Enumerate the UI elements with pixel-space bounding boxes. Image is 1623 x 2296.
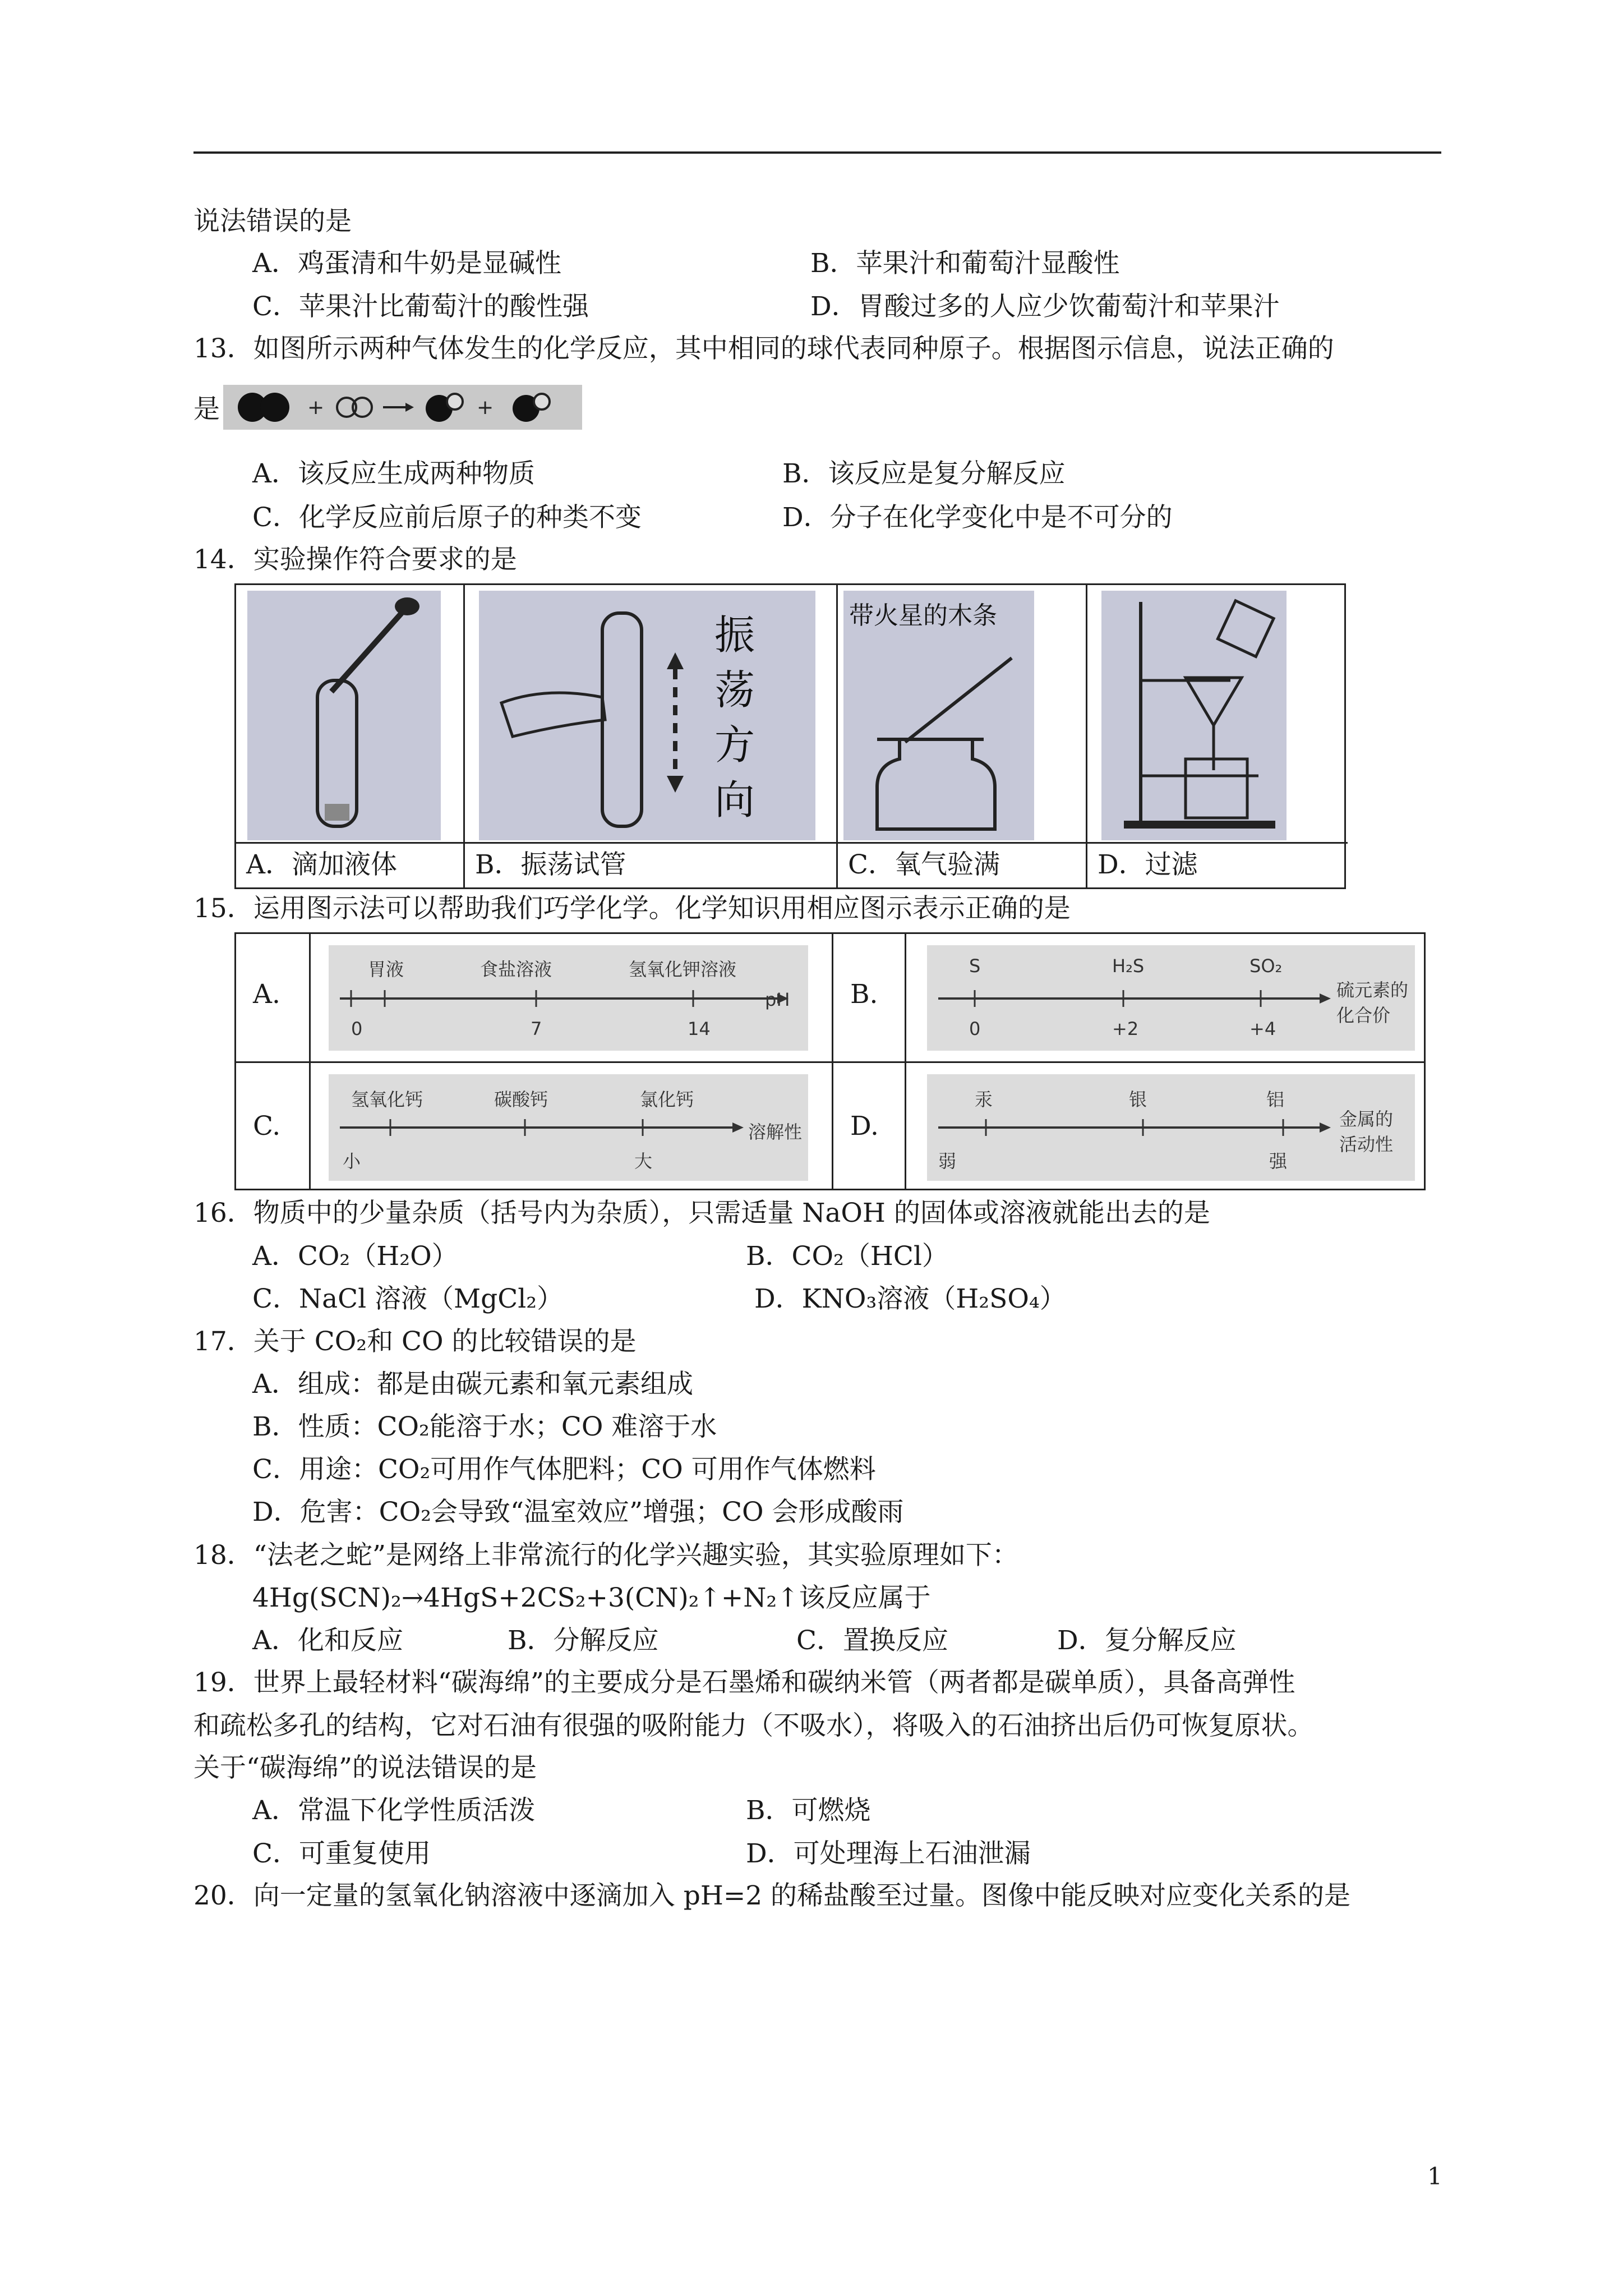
- q13-option-c[interactable]: C．化学反应前后原子的种类不变: [252, 502, 642, 533]
- q16-option-d[interactable]: D．KNO₃溶液（H₂SO₄）: [754, 1283, 1066, 1314]
- q18-option-c[interactable]: C．置换反应: [796, 1625, 948, 1656]
- q18-option-b[interactable]: B．分解反应: [508, 1625, 659, 1656]
- q14-stem: 14．实验操作符合要求的是: [193, 544, 517, 575]
- q12-option-d[interactable]: D．胃酸过多的人应少饮葡萄汁和苹果汁: [810, 291, 1280, 322]
- filtration-image: [1101, 591, 1287, 840]
- q15-option-d-label[interactable]: D.: [850, 1111, 879, 1142]
- sulfur-valence-axis-diagram: S H₂S SO₂ 0 +2 +4 硫元素的 化合价: [927, 945, 1415, 1051]
- q18-option-d[interactable]: D．复分解反应: [1057, 1625, 1237, 1656]
- q12-option-c[interactable]: C．苹果汁比葡萄汁的酸性强: [252, 291, 589, 322]
- q17-option-b[interactable]: B．性质：CO₂能溶于水；CO 难溶于水: [252, 1411, 717, 1442]
- q14-cell-d[interactable]: [1087, 585, 1348, 887]
- q16-option-a[interactable]: A．CO₂（H₂O）: [252, 1241, 458, 1272]
- q18-option-a[interactable]: A．化和反应: [252, 1625, 403, 1656]
- svg-text:+: +: [307, 396, 325, 419]
- q16-option-b[interactable]: B．CO₂（HCl）: [746, 1241, 948, 1272]
- q15-options-table: [234, 932, 1426, 1190]
- q14-option-c: C．氧气验满: [838, 842, 1086, 887]
- q19-option-a[interactable]: A．常温下化学性质活泼: [252, 1795, 535, 1826]
- header-rule: [193, 151, 1441, 154]
- q12-option-a[interactable]: A．鸡蛋清和牛奶是显碱性: [252, 248, 561, 279]
- q19-stem-line2: 和疏松多孔的结构，它对石油有很强的吸附能力（不吸水），将吸入的石油挤出后仍可恢复原状。: [193, 1710, 1314, 1741]
- svg-text:+: +: [477, 396, 494, 419]
- q20-stem: 20．向一定量的氢氧化钠溶液中逐滴加入 pH=2 的稀盐酸至过量。图像中能反映对应变化关系的是: [193, 1880, 1351, 1911]
- q17-option-a[interactable]: A．组成：都是由碳元素和氧元素组成: [252, 1369, 693, 1400]
- q15-stem: 15．运用图示法可以帮助我们巧学化学。化学知识用相应图示表示正确的是: [193, 893, 1071, 924]
- q14-cell-b[interactable]: [465, 585, 838, 887]
- q15-option-c-label[interactable]: C.: [253, 1111, 281, 1142]
- q19-stem-line3: 关于“碳海绵”的说法错误的是: [193, 1752, 537, 1783]
- q19-option-c[interactable]: C．可重复使用: [252, 1838, 431, 1869]
- ph-axis-diagram: 胃液 食盐溶液 氢氧化钾溶液 0 7 14 pH: [329, 945, 808, 1051]
- shake-direction-label: 振 荡 方 向: [714, 611, 755, 823]
- q17-stem: 17．关于 CO₂和 CO 的比较错误的是: [193, 1326, 637, 1357]
- q14-option-d: D．过滤: [1087, 842, 1348, 887]
- q19-stem-line1: 19．世界上最轻材料“碳海绵”的主要成分是石墨烯和碳纳米管（两者都是碳单质），具备高弹性: [193, 1667, 1295, 1698]
- q13-option-b[interactable]: B．该反应是复分解反应: [782, 458, 1066, 489]
- q17-option-d[interactable]: D．危害：CO₂会导致“温室效应”增强；CO 会形成酸雨: [252, 1497, 904, 1527]
- shake-tube-image: [479, 591, 815, 840]
- q19-option-d[interactable]: D．可处理海上石油泄漏: [746, 1838, 1031, 1869]
- q13-stem: 13．如图所示两种气体发生的化学反应，其中相同的球代表同种原子。根据图示信息，说法正确的: [193, 333, 1334, 364]
- q14-option-a: A．滴加液体: [236, 842, 463, 887]
- q18-equation: 4Hg(SCN)₂→4HgS+2CS₂+3(CN)₂↑+N₂↑该反应属于: [252, 1582, 931, 1613]
- q13-option-a[interactable]: A．该反应生成两种物质: [252, 458, 535, 489]
- q14-cell-c[interactable]: [838, 585, 1087, 887]
- metal-activity-axis-diagram: 汞 银 铝 弱 强 金属的 活动性: [927, 1074, 1415, 1181]
- q14-cell-a[interactable]: [236, 585, 465, 887]
- q13-stem-tail: 是: [193, 394, 220, 425]
- q19-option-b[interactable]: B．可燃烧: [746, 1795, 871, 1826]
- page-number: 1: [1427, 2162, 1442, 2190]
- q15-option-b-label[interactable]: B.: [850, 979, 878, 1010]
- q16-option-c[interactable]: C．NaCl 溶液（MgCl₂）: [252, 1283, 564, 1314]
- q18-stem: 18．“法老之蛇”是网络上非常流行的化学兴趣实验，其实验原理如下：: [193, 1540, 1018, 1571]
- q15-option-a-label[interactable]: A.: [253, 979, 280, 1010]
- q14-option-b: B．振荡试管: [465, 842, 836, 887]
- q12-stem-tail: 说法错误的是: [193, 206, 352, 237]
- oxygen-test-image: [843, 591, 1034, 840]
- q13-option-d[interactable]: D．分子在化学变化中是不可分的: [782, 502, 1173, 533]
- q16-stem: 16．物质中的少量杂质（括号内为杂质），只需适量 NaOH 的固体或溶液就能出去的是: [193, 1198, 1210, 1228]
- glowing-splint-label: 带火星的木条: [849, 601, 997, 630]
- solubility-axis-diagram: 氢氧化钙 碳酸钙 氯化钙 小 大 溶解性: [329, 1074, 808, 1181]
- q12-option-b[interactable]: B．苹果汁和葡萄汁显酸性: [810, 248, 1120, 279]
- dropper-image: [247, 591, 441, 840]
- reaction-diagram: [223, 385, 582, 430]
- q17-option-c[interactable]: C．用途：CO₂可用作气体肥料；CO 可用作气体燃料: [252, 1454, 876, 1485]
- q14-options-table: [234, 583, 1346, 889]
